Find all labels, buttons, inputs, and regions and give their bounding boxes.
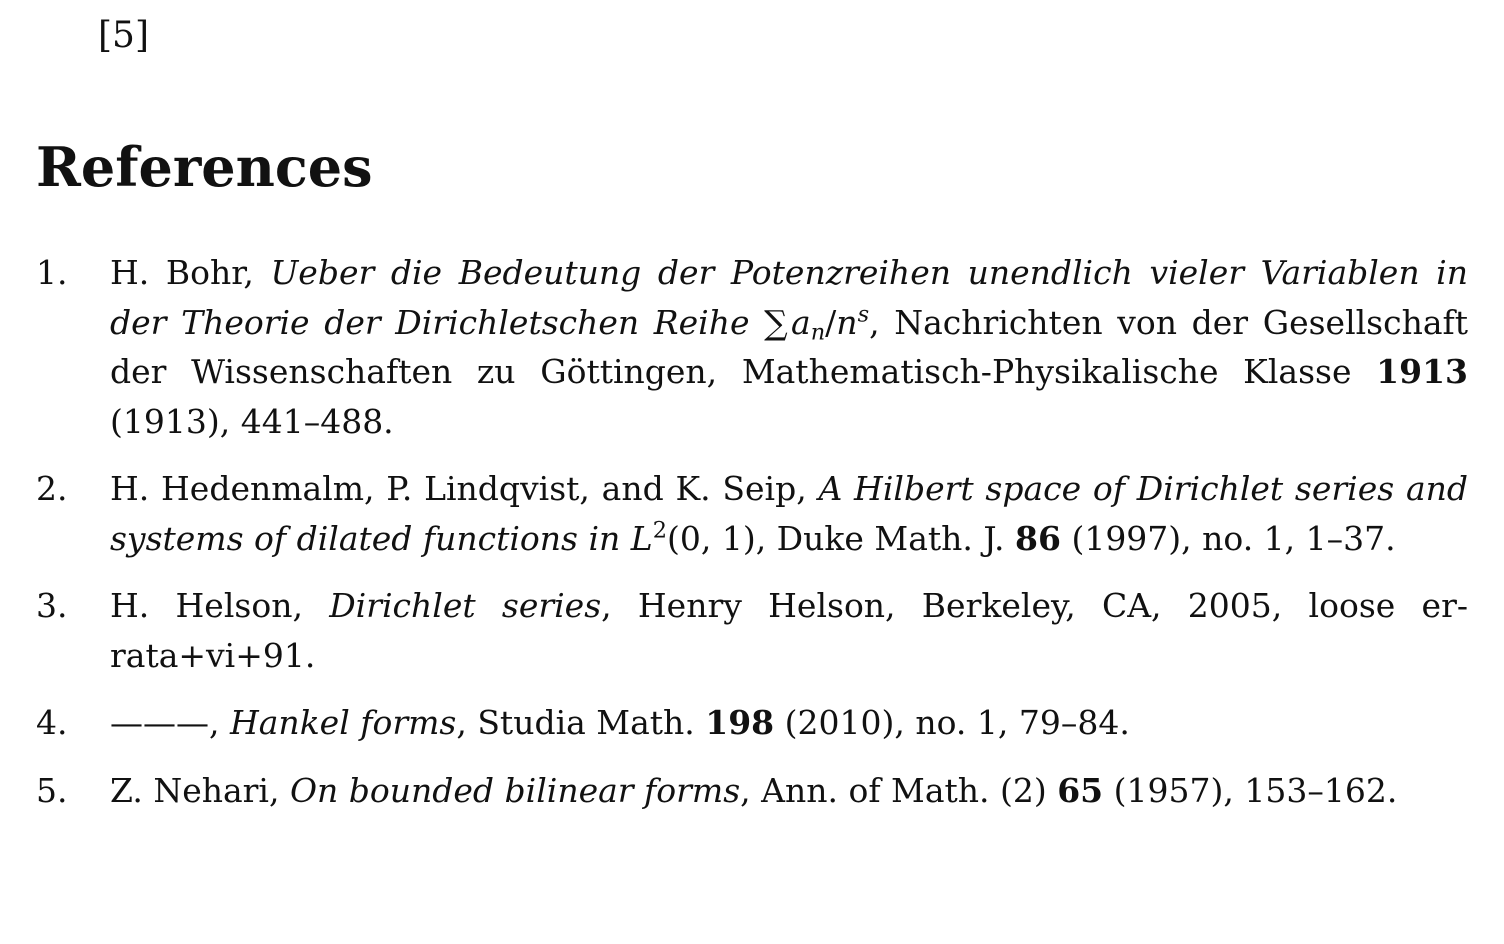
reference-item-2 <box>36 464 1468 563</box>
reference-title: A Hilbert space of Dirichlet series and systems of dilated functions in <box>110 469 1468 558</box>
reference-tail: (1997), no. 1, 1–37. <box>1060 518 1396 558</box>
reference-tail: (1913), 441–488. <box>110 401 394 441</box>
reference-venue: , Ann. of Math. (2) <box>740 770 1058 810</box>
reference-list <box>36 248 1468 833</box>
reference-volume: 198 <box>705 703 775 742</box>
reference-volume: 86 <box>1015 518 1061 558</box>
reference-authors: Z. Nehari, <box>110 770 290 810</box>
reference-number: 1. <box>36 253 68 292</box>
reference-volume: 1913 <box>1376 352 1468 391</box>
page-marker: [5] <box>98 15 149 56</box>
reference-title: Dirichlet series <box>329 586 602 625</box>
reference-formula: $L^2(0$, 1) <box>630 517 756 558</box>
reference-authors: H. Hedenmalm, P. Lindqvist, and K. Seip, <box>110 469 819 508</box>
reference-tail: (2010), no. 1, 79–84. <box>774 703 1130 742</box>
reference-item-1 <box>36 248 1468 446</box>
reference-venue: , Studia Math. <box>456 703 706 742</box>
reference-tail: (1957), 153–162. <box>1103 770 1398 810</box>
reference-number: 5. <box>36 770 68 810</box>
reference-number: 2. <box>36 469 68 508</box>
reference-title: Hankel forms <box>229 703 457 742</box>
reference-authors: ———, <box>110 703 230 742</box>
reference-number: 3. <box>36 586 68 625</box>
reference-item-5 <box>36 766 1468 816</box>
reference-formula: ∑ $a_n/n^s$ <box>764 301 870 346</box>
reference-venue: , Nachrichten von der Gesellschaft der Wissenschaften zu Göttingen, Mathematisch-Physikalische Klasse <box>110 302 1468 391</box>
reference-authors: H. Bohr, <box>110 253 271 292</box>
summation-symbol: ∑ <box>764 302 788 342</box>
reference-item-3 <box>36 581 1468 680</box>
reference-volume: 65 <box>1057 770 1104 810</box>
references-heading: References <box>36 135 373 199</box>
reference-item-4 <box>36 698 1468 748</box>
reference-tail: , Henry Helson, Berkeley, CA, 2005, loose errata+vi+91. <box>110 586 1469 675</box>
reference-number: 4. <box>36 703 68 742</box>
reference-title: On bounded bilinear forms <box>289 770 741 810</box>
reference-authors: H. Helson, <box>110 586 330 625</box>
reference-venue: , Duke Math. J. <box>755 518 1016 558</box>
reference-title: Ueber die Bedeutung der Potenzreihen unendlich vieler Variablen in der Theorie der Dirichletschen Reihe <box>110 253 1468 342</box>
